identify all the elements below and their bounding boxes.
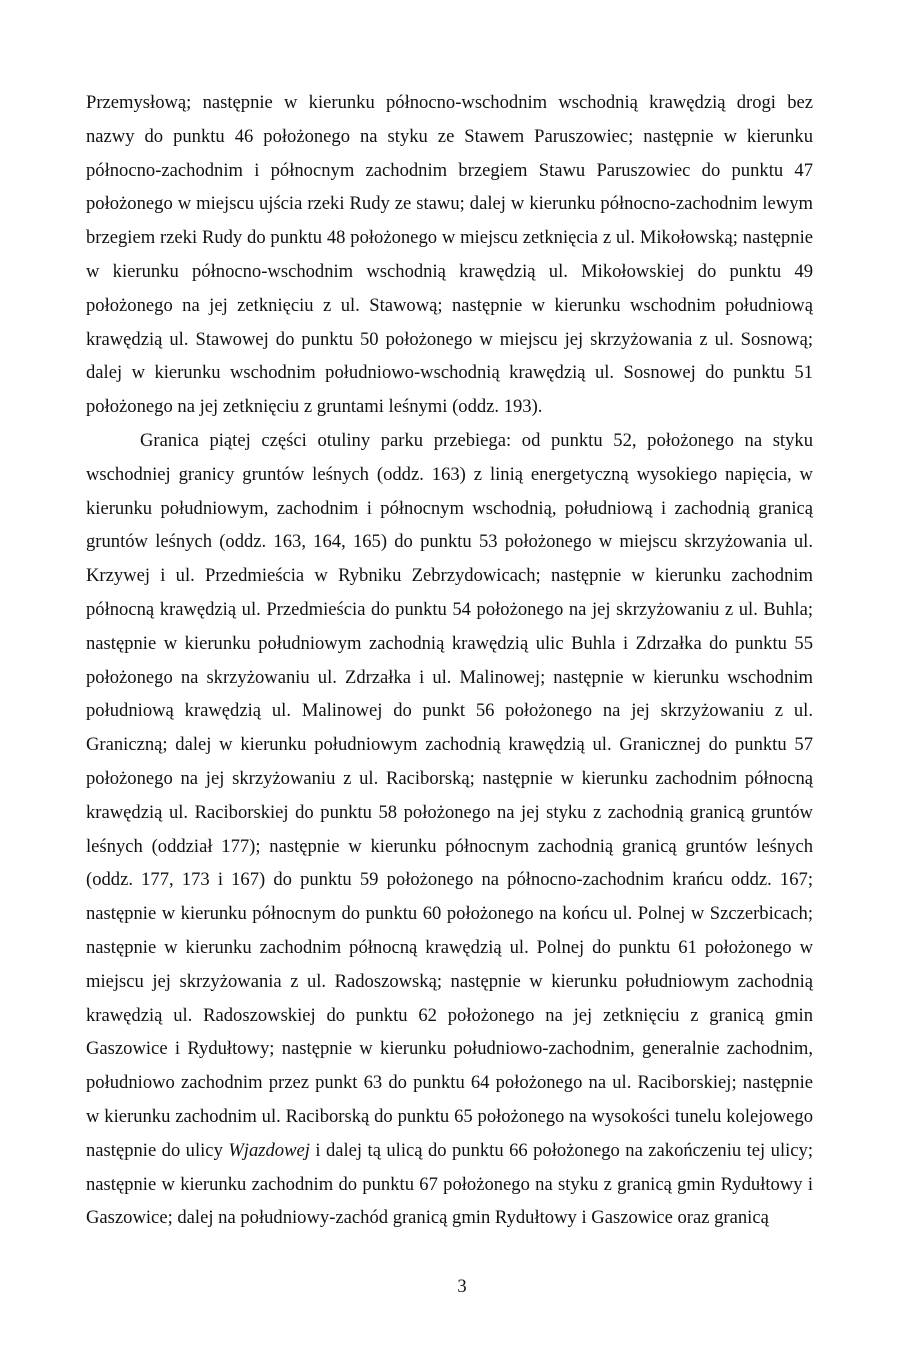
street-name-italic: Wjazdowej: [228, 1139, 310, 1161]
paragraph-2-part-2: i dalej tą ulicą do punktu 66 położonego na zakończeniu tej ulicy; następnie w kierunku zachodnim do punktu 67 położonego na styku z granicą gmin Rydułtowy i Gaszowice; dalej na południowy-zachód granicą gmin Rydułtowy i Gaszowice oraz granicą: [86, 1139, 813, 1229]
paragraph-2: [86, 424, 813, 1235]
page-number: 3: [457, 1276, 467, 1297]
paragraph-2-part-1: Granica piątej części otuliny parku przebiega: od punktu 52, położonego na styku wschodniej granicy gruntów leśnych (oddz. 163) z linią energetyczną wysokiego napięcia, w kierunku południowym, zachodnim i północnym wschodnią, południową i zachodnią granicą gruntów leśnych (oddz. 163, 164, 165) do punktu 53 położonego w miejscu skrzyżowania ul. Krzywej i ul. Przedmieścia w Rybniku Zebrzydowicach; następnie w kierunku zachodnim północną krawędzią ul. Przedmieścia do punktu 54 położonego na jej skrzyżowaniu z ul. Buhla; następnie w kierunku południowym zachodnią krawędzią ulic Buhla i Zdrzałka do punktu 55 położonego na skrzyżowaniu ul. Zdrzałka i ul. Malinowej; następnie w kierunku wschodnim południową krawędzią ul. Malinowej do punkt 56 położonego na jej skrzyżowaniu z ul. Graniczną; dalej w kierunku południowym zachodnią krawędzią ul. Granicznej do punktu 57 położonego na jej skrzyżowaniu z ul. Raciborską; następnie w kierunku zachodnim północną krawędzią ul. Raciborskiej do punktu 58 położonego na jej styku z zachodnią granicą gruntów leśnych (oddział 177); następnie w kierunku północnym zachodnią granicą gruntów leśnych (oddz. 177, 173 i 167) do punktu 59 położonego na północno-zachodnim krańcu oddz. 167; następnie w kierunku północnym do punktu 60 położonego na końcu ul. Polnej w Szczerbicach; następnie w kierunku zachodnim północną krawędzią ul. Polnej do punktu 61 położonego w miejscu jej skrzyżowania z ul. Radoszowską; następnie w kierunku południowym zachodnią krawędzią ul. Radoszowskiej do punktu 62 położonego na jej zetknięciu z granicą gmin Gaszowice i Rydułtowy; następnie w kierunku południowo-zachodnim, generalnie zachodnim, południowo zachodnim przez punkt 63 do punktu 64 położonego na ul. Raciborskiej; następnie w kierunku zachodnim ul. Raciborską do punktu 65 położonego na wysokości tunelu kolejowego następnie do ulicy: [86, 429, 813, 1161]
paragraph-1: Przemysłową; następnie w kierunku północno-wschodnim wschodnią krawędzią drogi bez nazwy do punktu 46 położonego na styku ze Stawem Paruszowiec; następnie w kierunku północno-zachodnim i północnym zachodnim brzegiem Stawu Paruszowiec do punktu 47 położonego w miejscu ujścia rzeki Rudy ze stawu; dalej w kierunku północno-zachodnim lewym brzegiem rzeki Rudy do punktu 48 położonego w miejscu zetknięcia z ul. Mikołowską; następnie w kierunku północno-wschodnim wschodnią krawędzią ul. Mikołowskiej do punktu 49 położonego na jej zetknięciu z ul. Stawową; następnie w kierunku wschodnim południową krawędzią ul. Stawowej do punktu 50 położonego w miejscu jej skrzyżowania z ul. Sosnową; dalej w kierunku wschodnim południowo-wschodnią krawędzią ul. Sosnowej do punktu 51 położonego na jej zetknięciu z gruntami leśnymi (oddz. 193).: [86, 92, 813, 418]
body-text: [86, 86, 813, 1235]
